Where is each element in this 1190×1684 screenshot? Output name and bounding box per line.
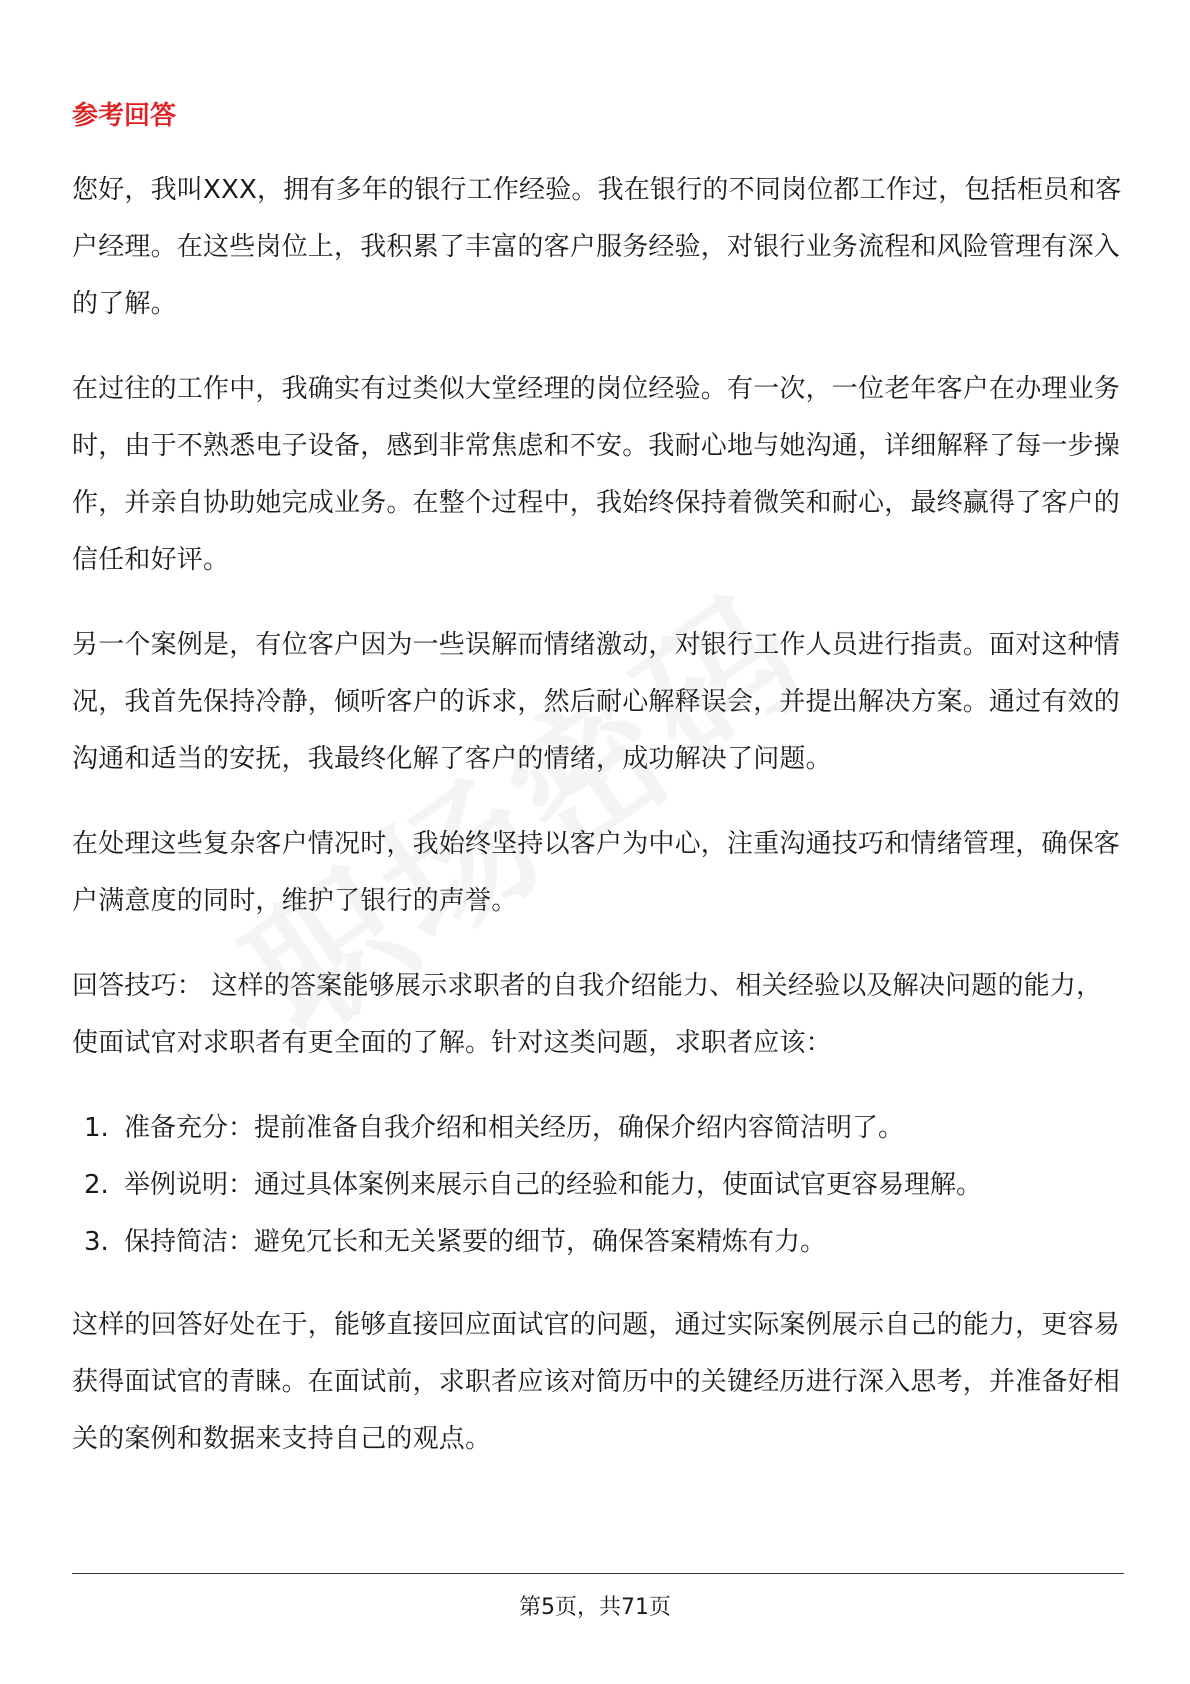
footer-divider [72, 1573, 1124, 1574]
list-item-number: 2. [84, 1170, 109, 1200]
paragraph-case-elderly: 在过往的工作中，我确实有过类似大堂经理的岗位经验。有一次，一位老年客户在办理业务时，由于不熟悉电子设备，感到非常焦虑和不安。我耐心地与她沟通，详细解释了每一步操作，并亲自协助她完成业务。在整个过程中，我始终保持着微笑和耐心，最终赢得了客户的信任和好评。 [72, 374, 1121, 575]
list-item-text: 举例说明：通过具体案例来展示自己的经验和能力，使面试官更容易理解。 [124, 1170, 983, 1200]
list-item-number: 1. [84, 1113, 109, 1143]
list-item-text: 准备充分：提前准备自我介绍和相关经历，确保介绍内容简洁明了。 [124, 1113, 905, 1143]
paragraph-summary: 在处理这些复杂客户情况时，我始终坚持以客户为中心，注重沟通技巧和情绪管理，确保客户满意度的同时，维护了银行的声誉。 [72, 829, 1121, 916]
document-body [72, 88, 1124, 1496]
paragraph-tips: 回答技巧： 这样的答案能够展示求职者的自我介绍能力、相关经验以及解决问题的能力，使面试官对求职者有更全面的了解。针对这类问题，求职者应该： [72, 971, 1103, 1058]
paragraph-closing: 这样的回答好处在于，能够直接回应面试官的问题，通过实际案例展示自己的能力，更容易获得面试官的青睐。在面试前，求职者应该对简历中的关键经历进行深入思考，并准备好相关的案例和数据来支持自己的观点。 [72, 1310, 1121, 1454]
list-item [72, 1157, 1124, 1214]
section-title: 参考回答 [72, 101, 177, 131]
paragraph-intro: 您好，我叫XXX，拥有多年的银行工作经验。我在银行的不同岗位都工作过，包括柜员和客户经理。在这些岗位上，我积累了丰富的客户服务经验，对银行业务流程和风险管理有深入的了解。 [72, 175, 1122, 319]
page-number: 第5页，共71页 [519, 1595, 671, 1620]
list-item-text: 保持简洁：避免冗长和无关紧要的细节，确保答案精炼有力。 [124, 1227, 827, 1257]
tips-list [72, 1100, 1124, 1271]
list-item [72, 1100, 1124, 1157]
list-item-number: 3. [84, 1227, 109, 1257]
list-item [72, 1214, 1124, 1271]
paragraph-case-complaint: 另一个案例是，有位客户因为一些误解而情绪激动，对银行工作人员进行指责。面对这种情况，我首先保持冷静，倾听客户的诉求，然后耐心解释误会，并提出解决方案。通过有效的沟通和适当的安抚，我最终化解了客户的情绪，成功解决了问题。 [72, 630, 1121, 774]
